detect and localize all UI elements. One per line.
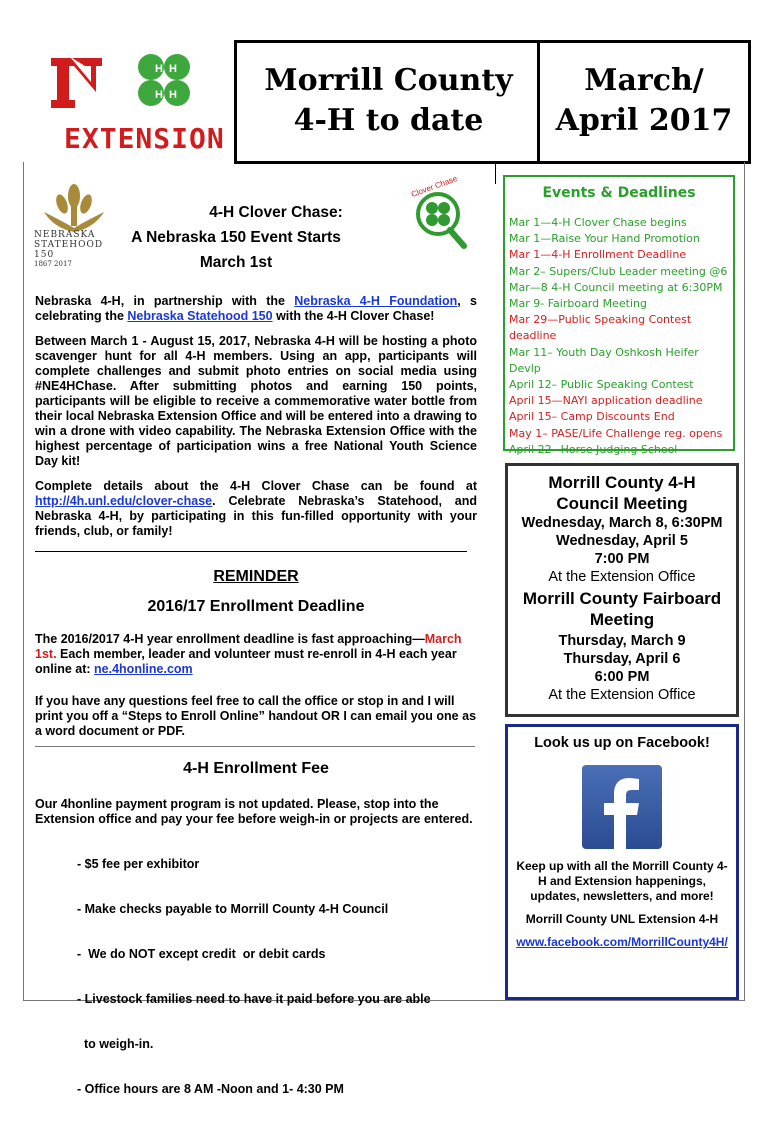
facebook-link[interactable]: www.facebook.com/MorrillCounty4H/ xyxy=(516,935,728,949)
svg-text:H: H xyxy=(169,89,177,101)
newsletter-date xyxy=(537,40,751,164)
clover-chase-heading-3: March 1st xyxy=(199,254,273,271)
column-divider xyxy=(495,162,496,184)
svg-text:H: H xyxy=(155,89,163,101)
reminder-section xyxy=(35,566,477,739)
event-item: Mar 1—Raise Your Hand Promotion xyxy=(509,232,700,246)
svg-text:H: H xyxy=(155,63,163,75)
council-meeting-box xyxy=(505,463,739,717)
clover-chase-paragraph-1 xyxy=(35,294,477,324)
extension-wordmark: EXTENSION xyxy=(64,122,225,155)
reminder-text-b: Each member, leader and volunteer must re-enroll in 4-H each year online at: xyxy=(35,647,457,676)
council-date-2: Wednesday, April 5 xyxy=(556,533,688,549)
clover-chase-link[interactable]: http://4h.unl.edu/clover-chase xyxy=(35,494,213,508)
fairboard-time: 6:00 PM xyxy=(594,669,650,685)
reminder-paragraph-2: If you have any questions feel free to call the office or stop in and I will print you off a “Steps to Enroll Online” handout OR I can email you one as a word document or PDF. xyxy=(35,694,477,738)
clover-chase-article xyxy=(35,200,477,539)
council-time: 7:00 PM xyxy=(594,551,650,567)
title-line-2: 4-H to date xyxy=(293,103,484,138)
clover-chase-paragraph-2: Between March 1 - August 15, 2017, Nebraska 4-H will be hosting a photo scavenger hunt for all 4-H members. Using an app, participants will complete challenges and submit photo entries on social media using #NE4HChase. After submitting photos and earning 150 points, participants will be eligible to receive a commemorative water bottle from their local Nebraska Extension Office and will be entered into a drawing to win a drone with video capability. The Nebraska Extension Office with the highest percentage of participation wins a free National Youth Science Day kit! xyxy=(35,334,477,468)
enrollment-fee-paragraph: Our 4honline payment program is not updated. Please, stop into the Extension office and pay your fee before weigh-in or projects are entered. xyxy=(35,797,473,826)
events-list xyxy=(505,215,733,458)
fee-list-item: - We do NOT except credit or debit cards xyxy=(77,947,326,961)
event-item: April 15– Camp Discounts End xyxy=(509,410,675,424)
event-item: Mar 1—4-H Enrollment Deadline xyxy=(509,248,687,262)
fee-list-item: - Make checks payable to Morrill County 4-H Council xyxy=(77,902,389,916)
reminder-heading: REMINDER xyxy=(213,568,299,585)
svg-text:H: H xyxy=(169,63,177,75)
clover-chase-heading-2: A Nebraska 150 Event Starts xyxy=(131,229,341,246)
nebraska-4h-foundation-link[interactable]: Nebraska 4-H Foundation xyxy=(294,294,458,308)
statehood-logo-words: NEBRASKA STATEHOOD 150 xyxy=(34,230,104,260)
section-divider-1 xyxy=(35,551,467,552)
clover-chase-heading-1: 4-H Clover Chase: xyxy=(209,204,343,221)
event-item: Mar—8 4-H Council meeting at 6:30PM xyxy=(509,280,723,294)
facebook-title: Look us up on Facebook! xyxy=(534,735,710,751)
title-line-1: Morrill County xyxy=(264,63,513,98)
fee-list-item: - $5 fee per exhibitor xyxy=(77,857,200,871)
p3-text-a: Complete details about the 4-H Clover Chase can be found at xyxy=(35,479,477,493)
reminder-paragraph-1 xyxy=(35,632,477,677)
date-line-2: April 2017 xyxy=(555,103,733,138)
section-divider-2 xyxy=(35,746,475,747)
extension-logo xyxy=(44,40,234,160)
council-place: At the Extension Office xyxy=(548,569,696,585)
event-item: Mar 11– Youth Day Oshkosh Heifer Devlp xyxy=(509,345,699,375)
fee-list-item: to weigh-in. xyxy=(77,1037,154,1051)
council-title-2: Council Meeting xyxy=(556,494,688,513)
event-item: April 15—NAYI application deadline xyxy=(509,394,703,408)
council-title-1: Morrill County 4-H xyxy=(548,473,696,492)
p1-text-b: , s celebrating the xyxy=(35,294,477,323)
fee-list xyxy=(35,827,477,1127)
council-date-1: Wednesday, March 8, 6:30PM xyxy=(521,515,723,531)
fee-list-item: - Office hours are 8 AM -Noon and 1- 4:30 PM xyxy=(77,1082,344,1096)
event-item: Mar 2– Supers/Club Leader meeting @6 xyxy=(509,264,728,278)
facebook-org-name: Morrill County UNL Extension 4-H xyxy=(525,912,719,926)
fairboard-date-1: Thursday, March 9 xyxy=(558,633,686,649)
facebook-f-icon xyxy=(582,765,662,849)
newsletter-title xyxy=(234,40,540,164)
facebook-text: Keep up with all the Morrill County 4-H and Extension happenings, updates, newsletters, and more! xyxy=(516,859,728,903)
enrollment-deadline-heading: 2016/17 Enrollment Deadline xyxy=(147,598,365,615)
badge-text: Clover Chase xyxy=(409,173,459,200)
ne-4honline-link[interactable]: ne.4honline.com xyxy=(94,662,193,676)
fee-list-item: - Livestock families need to have it paid before you are able xyxy=(77,992,431,1006)
statehood-logo-years: 1867 2017 xyxy=(34,260,72,268)
event-item: April 22– Horse Judging School xyxy=(509,442,678,456)
event-item: Mar 1—4-H Clover Chase begins xyxy=(509,216,687,229)
reminder-deadline-date: March 1st. xyxy=(35,632,462,661)
event-item: Mar 9- Fairboard Meeting xyxy=(509,297,647,311)
event-item: April 12– Public Speaking Contest xyxy=(509,378,694,392)
enrollment-fee-section xyxy=(35,758,477,1127)
p1-text-c: with the 4-H Clover Chase! xyxy=(272,309,435,323)
nebraska-statehood-150-link[interactable]: Nebraska Statehood 150 xyxy=(127,309,273,323)
event-item: Mar 29—Public Speaking Contest deadline xyxy=(509,313,692,343)
fairboard-place: At the Extension Office xyxy=(548,687,696,703)
events-deadlines-box xyxy=(503,175,735,456)
fairboard-title-2: Meeting xyxy=(589,610,655,629)
date-line-1: March/ xyxy=(584,63,704,98)
event-item: May 1– PASE/Life Challenge reg. opens xyxy=(509,426,723,440)
reminder-text-a: The 2016/2017 4-H year enrollment deadline is fast approaching— xyxy=(35,632,425,646)
enrollment-fee-heading: 4-H Enrollment Fee xyxy=(183,760,329,777)
fairboard-title-1: Morrill County Fairboard xyxy=(522,589,722,608)
p3-text-b: . Celebrate Nebraska’s Statehood, and Nebraska 4-H, by participating in this fun-filled opportunity with your friends, club, or family! xyxy=(35,494,477,538)
events-title: Events & Deadlines xyxy=(542,185,696,201)
facebook-box xyxy=(505,724,739,1000)
facebook-icon[interactable] xyxy=(582,765,662,849)
p1-text-a: Nebraska 4-H, in partnership with the xyxy=(35,294,295,308)
clover-chase-paragraph-3 xyxy=(35,479,477,539)
fairboard-date-2: Thursday, April 6 xyxy=(563,651,681,667)
